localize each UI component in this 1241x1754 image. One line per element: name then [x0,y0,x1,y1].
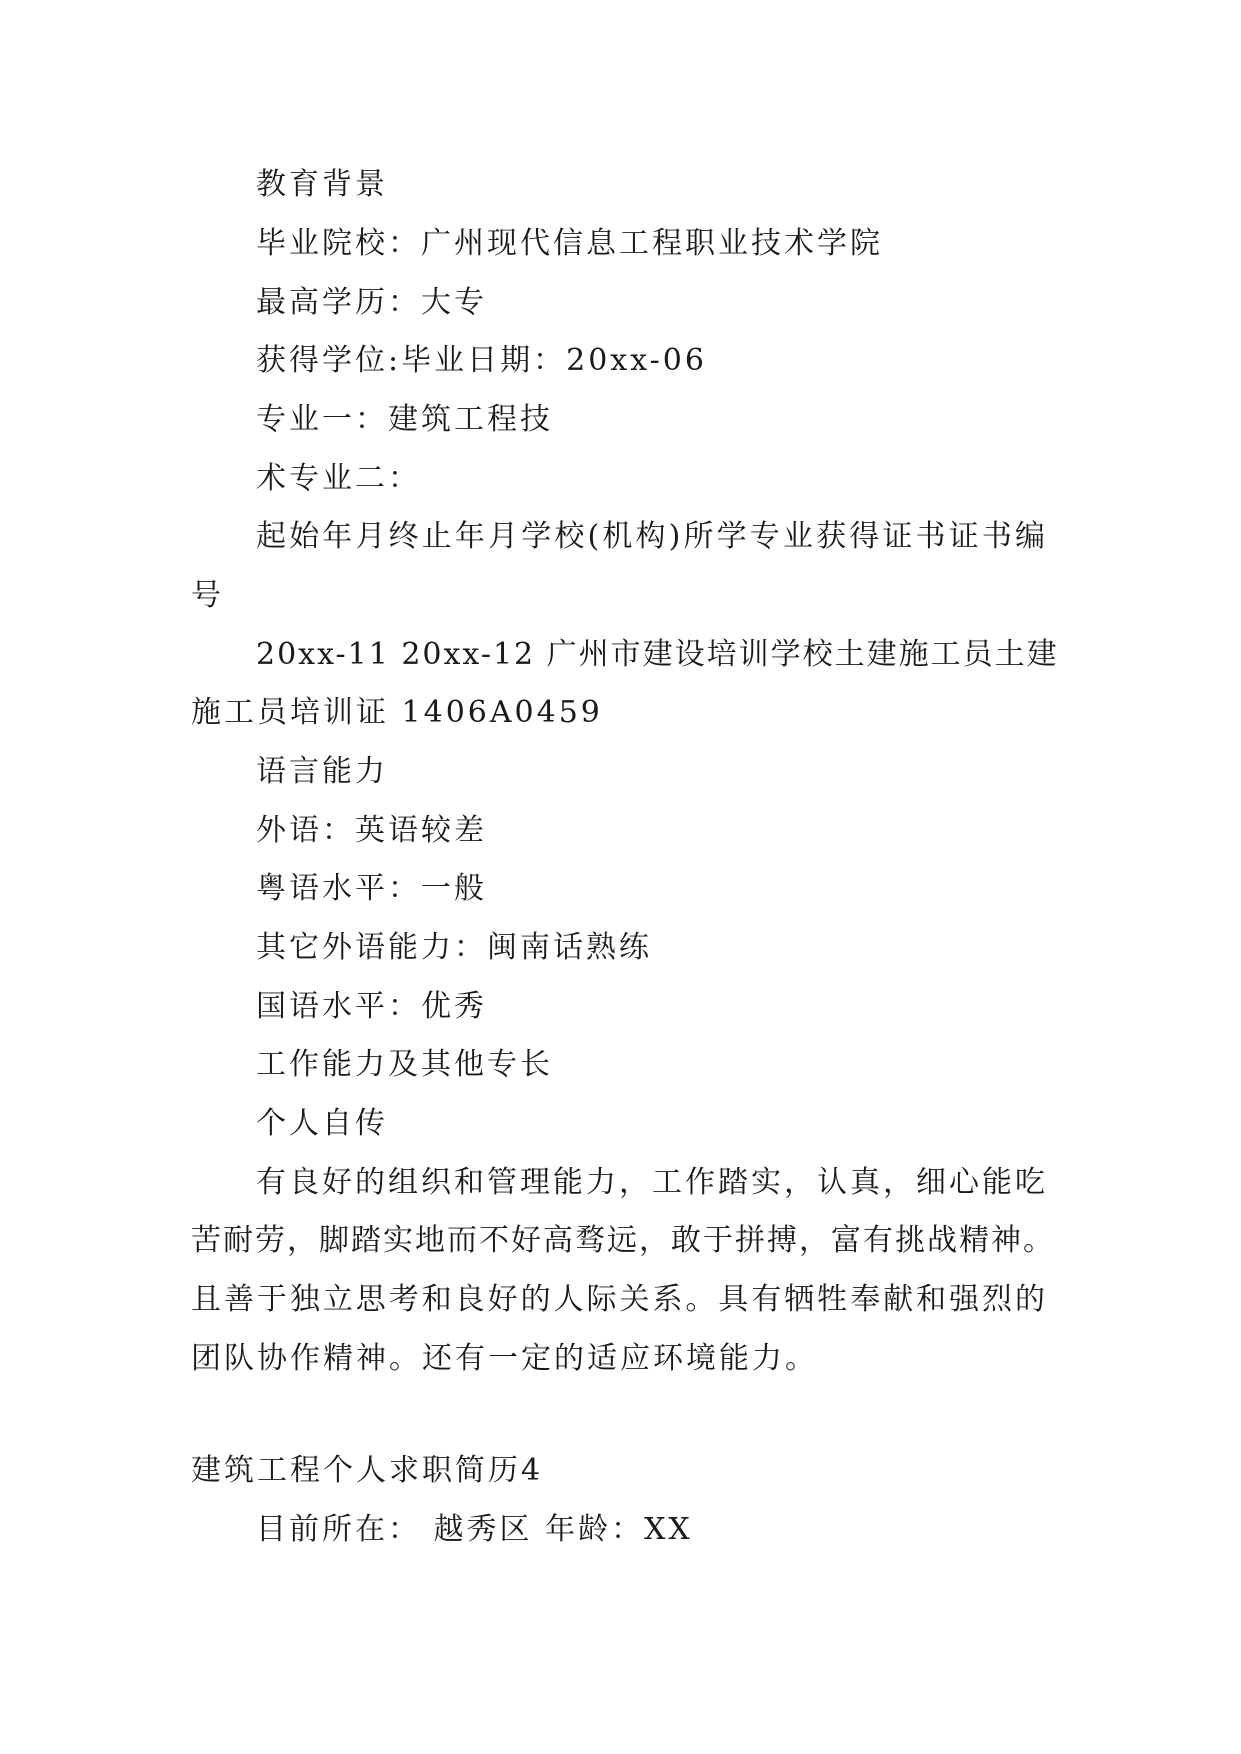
training-record-continuation: 施工员培训证 1406A0459 [191,695,603,730]
other-language-line: 其它外语能力：闽南话熟练 [256,930,652,965]
autobiography-line-1: 有良好的组织和管理能力，工作踏实，认真，细心能吃 [256,1165,1047,1200]
mandarin-level-line: 国语水平：优秀 [256,989,487,1024]
section-title-language: 语言能力 [256,754,388,789]
training-header-line: 起始年月终止年月学校(机构)所学专业获得证书证书编 [256,519,1047,554]
section-title-education: 教育背景 [256,167,388,202]
resume-heading: 建筑工程个人求职简历4 [191,1453,544,1488]
degree-date-line: 获得学位:毕业日期：20xx-06 [256,343,707,378]
training-record-line: 20xx-11 20xx-12 广州市建设培训学校土建施工员土建 [256,637,1059,672]
section-title-skills: 工作能力及其他专长 [256,1047,553,1082]
highest-education-line: 最高学历：大专 [256,285,487,320]
autobiography-line-2: 苦耐劳，脚踏实地而不好高骛远，敢于拼搏，富有挑战精神。 [191,1223,1055,1258]
major-one-line: 专业一：建筑工程技 [256,402,553,437]
foreign-language-line: 外语：英语较差 [256,813,487,848]
autobiography-line-4: 团队协作精神。还有一定的适应环境能力。 [191,1341,818,1376]
cantonese-level-line: 粤语水平：一般 [256,871,487,906]
location-age-line: 目前所在： 越秀区 年龄：XX [256,1512,693,1547]
autobiography-line-3: 且善于独立思考和良好的人际关系。具有牺牲奉献和强烈的 [191,1282,1047,1317]
graduate-school-line: 毕业院校：广州现代信息工程职业技术学院 [256,226,883,261]
section-title-autobiography: 个人自传 [256,1106,388,1141]
training-header-continuation: 号 [191,578,224,613]
major-two-line: 术专业二： [256,461,421,496]
